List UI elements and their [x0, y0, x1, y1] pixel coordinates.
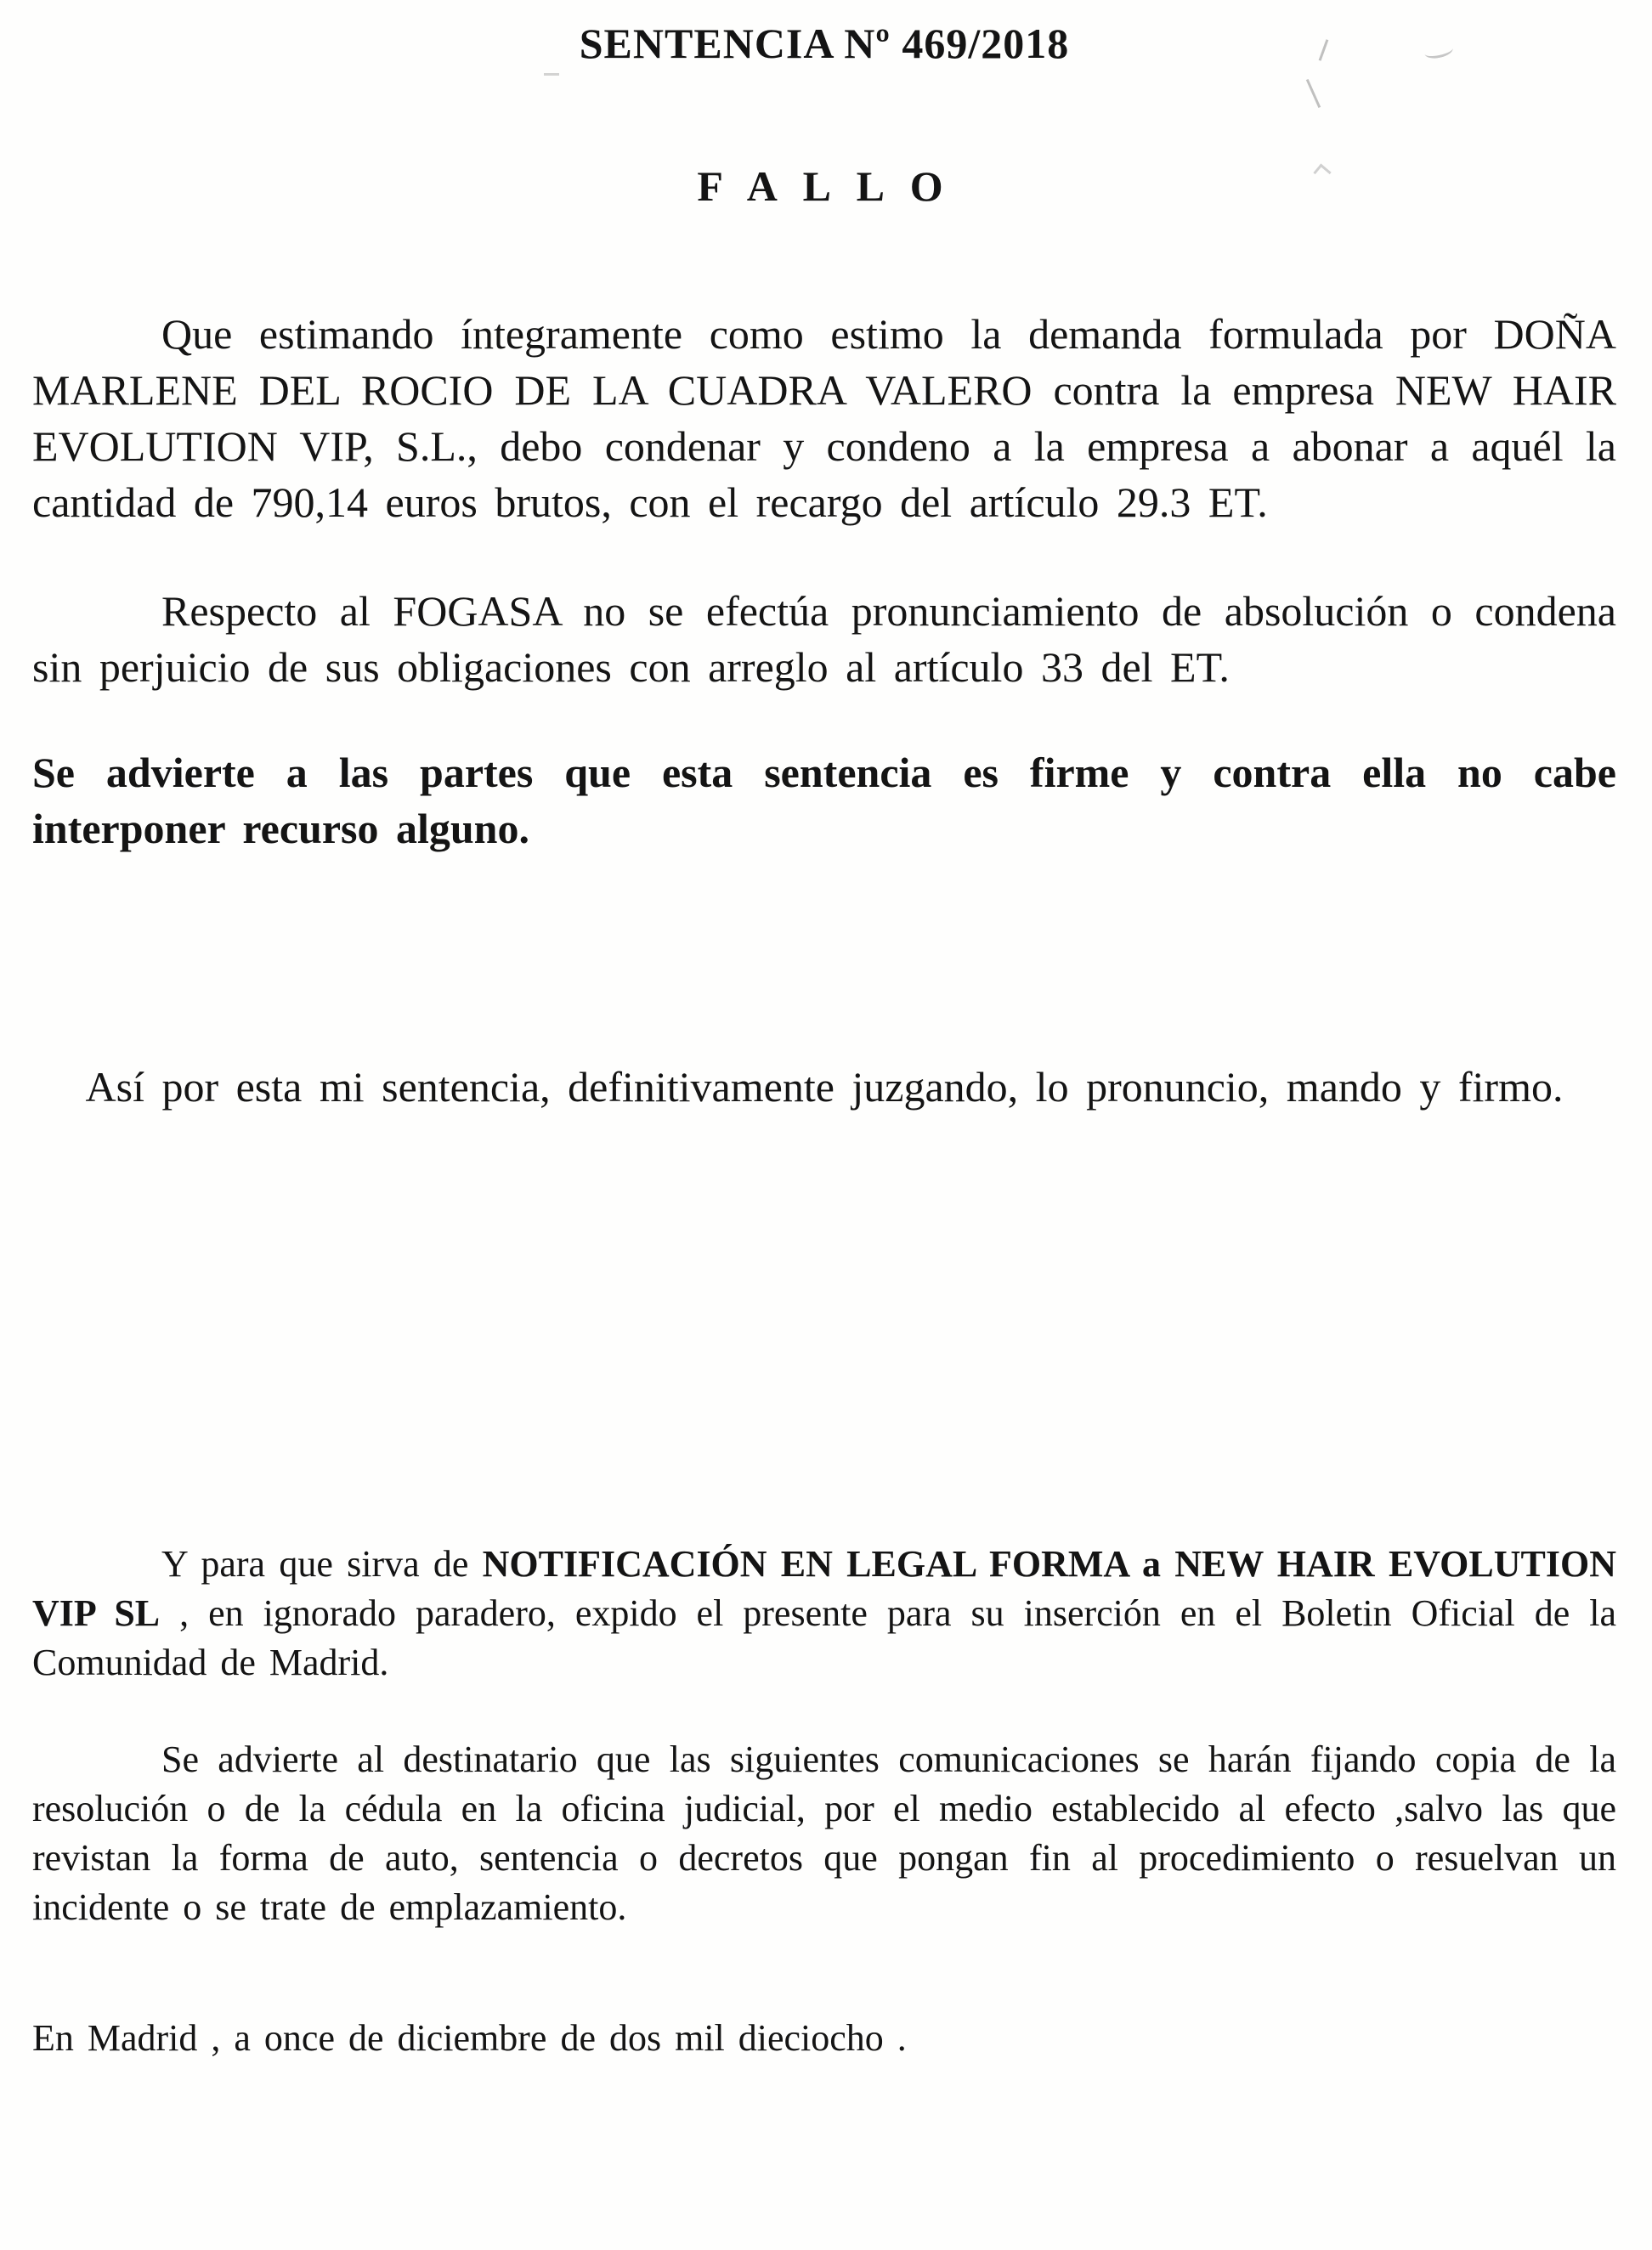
notification-bold-text: NOTIFICACIÓN EN LEGAL FORMA a NEW HAIR EVOLUTION VIP SL — [32, 1543, 1616, 1634]
scan-artifact-mark — [1306, 79, 1321, 108]
paragraph-firmeza-notice: Se advierte a las partes que esta sentencia es firme y contra ella no cabe interponer recurso alguno. — [32, 749, 1616, 852]
notification-lead-text: Y para que sirva de — [161, 1543, 483, 1585]
paragraph-destinatario-warning: Se advierte al destinatario que las siguientes comunicaciones se harán fijando copia de la resolución o de la cédula en la oficina judicial, por el medio establecido al efecto ,salvo las que revistan la forma de auto, sentencia o decretos que pongan fin al procedimiento o resuelvan un incidente o se trate de emplazamiento. — [32, 1738, 1616, 1928]
notification-tail-text: , en ignorado paradero, expido el presente para su inserción en el Boletin Oficial de la Comunidad de Madrid. — [32, 1592, 1616, 1683]
paragraph-closing-formula: Así por esta mi sentencia, definitivamente juzgando, lo pronuncio, mando y firmo. — [85, 1063, 1564, 1111]
paragraph-ruling: Que estimando íntegramente como estimo la demanda formulada por DOÑA MARLENE DEL ROCIO DE LA CUADRA VALERO contra la empresa NEW HAIR EVOLUTION VIP, S.L., debo condenar y condeno a la empresa a abonar a aquél la cantidad de 790,14 euros brutos, con el recargo del artículo 29.3 ET. — [32, 310, 1616, 526]
section-heading-fallo: F A L L O — [697, 162, 952, 210]
paragraph-notification — [32, 1540, 1616, 1688]
document-title: SENTENCIA Nº 469/2018 — [579, 20, 1070, 67]
scan-artifact-mark — [544, 73, 559, 76]
paragraph-date-line: En Madrid , a once de diciembre de dos mil dieciocho . — [32, 2017, 907, 2059]
paragraph-fogasa: Respecto al FOGASA no se efectúa pronunciamiento de absolución o condena sin perjuicio de sus obligaciones con arreglo al artículo 33 del ET. — [32, 587, 1616, 691]
